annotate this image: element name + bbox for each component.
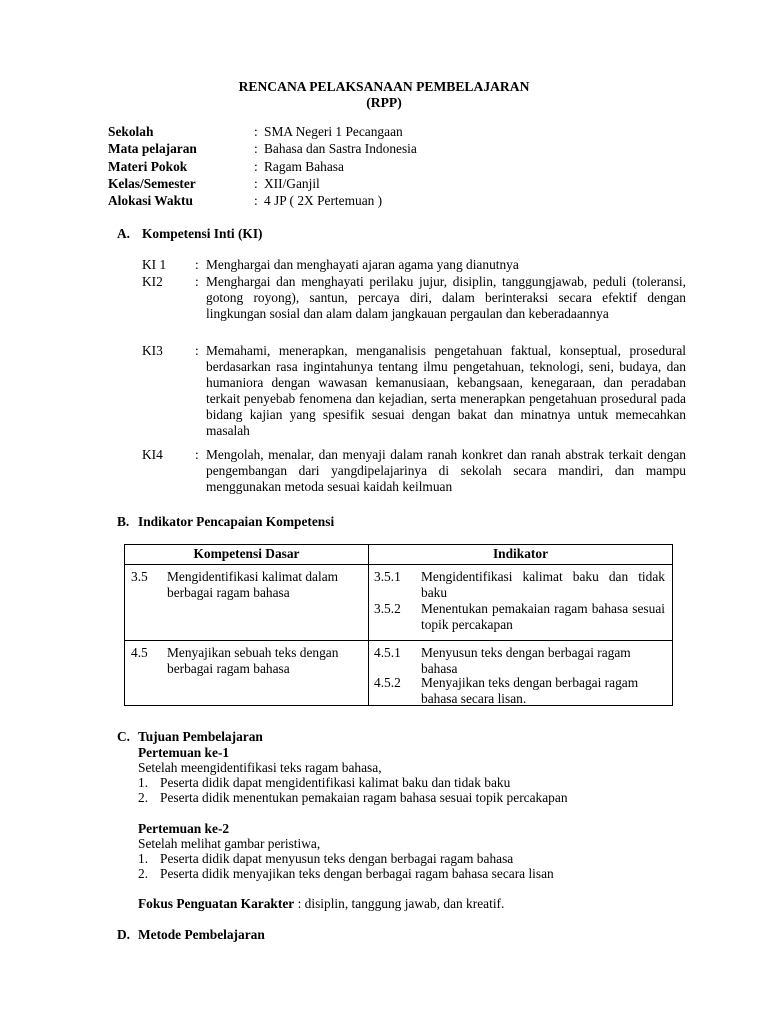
identity-colon: : bbox=[254, 159, 258, 174]
indicator-cell bbox=[369, 641, 673, 706]
kd-number: 4.5 bbox=[131, 645, 148, 660]
list-item: Peserta didik dapat mengidentifikasi kalimat baku dan tidak baku bbox=[160, 775, 511, 790]
section-c-heading: Tujuan Pembelajaran bbox=[138, 729, 263, 744]
indicator-number: 3.5.2 bbox=[374, 601, 401, 616]
ki-code: KI4 bbox=[142, 447, 163, 462]
identity-label-school: Sekolah bbox=[108, 124, 154, 139]
character-focus-label: Fokus Penguatan Karakter bbox=[138, 896, 295, 911]
indicator-text: Menentukan pemakaian ragam bahasa sesuai topik percakapan bbox=[421, 601, 665, 632]
table-row bbox=[125, 565, 673, 641]
indicator-text: Mengidentifikasi kalimat baku dan tidak baku bbox=[421, 569, 665, 600]
section-c-letter: C. bbox=[117, 729, 131, 744]
section-b-letter: B. bbox=[117, 514, 130, 529]
identity-value-subject: Bahasa dan Sastra Indonesia bbox=[264, 141, 417, 156]
list-item: Peserta didik dapat menyusun teks dengan berbagai ragam bahasa bbox=[160, 851, 514, 866]
identity-value-time: 4 JP ( 2X Pertemuan ) bbox=[264, 193, 383, 208]
document-subtitle: (RPP) bbox=[366, 95, 402, 110]
list-item-number: 2. bbox=[138, 866, 149, 881]
ki-colon: : bbox=[195, 447, 199, 462]
identity-colon: : bbox=[254, 176, 258, 191]
meeting-intro: Setelah melihat gambar peristiwa, bbox=[138, 836, 321, 851]
meeting-intro: Setelah meengidentifikasi teks ragam bahasa, bbox=[138, 760, 382, 775]
character-focus bbox=[138, 896, 504, 912]
table-row bbox=[125, 641, 673, 706]
identity-colon: : bbox=[254, 141, 258, 156]
identity-colon: : bbox=[254, 124, 258, 139]
ki-text: Menghargai dan menghayati ajaran agama yang dianutnya bbox=[206, 257, 519, 272]
identity-value-school: SMA Negeri 1 Pecangaan bbox=[264, 124, 403, 139]
identity-value-topic: Ragam Bahasa bbox=[264, 159, 344, 174]
competency-table bbox=[124, 544, 673, 706]
meeting-title: Pertemuan ke-1 bbox=[138, 745, 230, 760]
kd-cell bbox=[125, 565, 369, 641]
table-header-indicator: Indikator bbox=[369, 545, 673, 565]
kd-number: 3.5 bbox=[131, 569, 148, 584]
section-a-letter: A. bbox=[117, 226, 131, 241]
identity-colon: : bbox=[254, 193, 258, 208]
section-d-letter: D. bbox=[117, 927, 131, 942]
ki-colon: : bbox=[195, 257, 199, 272]
section-b-heading: Indikator Pencapaian Kompetensi bbox=[138, 514, 335, 529]
indicator-cell bbox=[369, 565, 673, 641]
table-header-kd: Kompetensi Dasar bbox=[125, 545, 369, 565]
section-d-heading: Metode Pembelajaran bbox=[138, 927, 265, 942]
list-item: Peserta didik menyajikan teks dengan berbagai ragam bahasa secara lisan bbox=[160, 866, 554, 881]
identity-value-class: XII/Ganjil bbox=[264, 176, 320, 191]
ki-text: Menghargai dan menghayati perilaku jujur, disiplin, tanggungjawab, peduli (toleransi, gotong royong), santun, percaya diri, dalam berinteraksi secara efektif dengan lingkungan sosial dan alam dalam jangkauan pergaulan dan keberadaannya bbox=[206, 274, 686, 321]
list-item: Peserta didik menentukan pemakaian ragam bahasa sesuai topik percakapan bbox=[160, 790, 568, 805]
indicator-text: Menyajikan teks dengan berbagai ragam bahasa secara lisan. bbox=[421, 675, 639, 706]
ki-text: Memahami, menerapkan, menganalisis pengetahuan faktual, konseptual, prosedural berdasarkan rasa ingintahunya tentang ilmu pengetahuan, teknologi, seni, budaya, dan humaniora dengan wawasan kemanusiaan, kebangsaan, kenegaraan, dan peradaban terkait penyebab fenomena dan kejadian, serta menerapkan pengetahuan prosedural pada bidang kajian yang spesifik sesuai dengan bakat dan minatnya untuk memecahkan masalah bbox=[206, 343, 686, 438]
identity-label-topic: Materi Pokok bbox=[108, 159, 188, 174]
ki-code: KI3 bbox=[142, 343, 163, 358]
table-header-row bbox=[125, 545, 673, 565]
indicator-number: 3.5.1 bbox=[374, 569, 401, 584]
ki-code: KI 1 bbox=[142, 257, 167, 272]
character-focus-text: : disiplin, tanggung jawab, dan kreatif. bbox=[294, 896, 505, 911]
indicator-number: 4.5.1 bbox=[374, 645, 401, 660]
ki-text: Mengolah, menalar, dan menyaji dalam ranah konkret dan ranah abstrak terkait dengan pengembangan dari yangdipelajarinya di sekolah secara mandiri, dan mampu menggunakan metoda sesuai kaidah keilmuan bbox=[206, 447, 686, 494]
kd-cell bbox=[125, 641, 369, 706]
list-item-number: 1. bbox=[138, 775, 149, 790]
ki-code: KI2 bbox=[142, 274, 163, 289]
indicator-text: Menyusun teks dengan berbagai ragam bahasa bbox=[421, 645, 631, 676]
ki-colon: : bbox=[195, 343, 199, 358]
section-a-heading: Kompetensi Inti (KI) bbox=[142, 226, 263, 241]
identity-label-subject: Mata pelajaran bbox=[108, 141, 197, 156]
indicator-number: 4.5.2 bbox=[374, 675, 401, 690]
meeting-title: Pertemuan ke-2 bbox=[138, 821, 230, 836]
list-item-number: 2. bbox=[138, 790, 149, 805]
kd-text: Menyajikan sebuah teks dengan berbagai ragam bahasa bbox=[167, 645, 339, 676]
document-title: RENCANA PELAKSANAAN PEMBELAJARAN bbox=[238, 79, 530, 94]
list-item-number: 1. bbox=[138, 851, 149, 866]
kd-text: Mengidentifikasi kalimat dalam berbagai ragam bahasa bbox=[167, 569, 339, 600]
identity-label-time: Alokasi Waktu bbox=[108, 193, 193, 208]
identity-label-class: Kelas/Semester bbox=[108, 176, 196, 191]
ki-colon: : bbox=[195, 274, 199, 289]
